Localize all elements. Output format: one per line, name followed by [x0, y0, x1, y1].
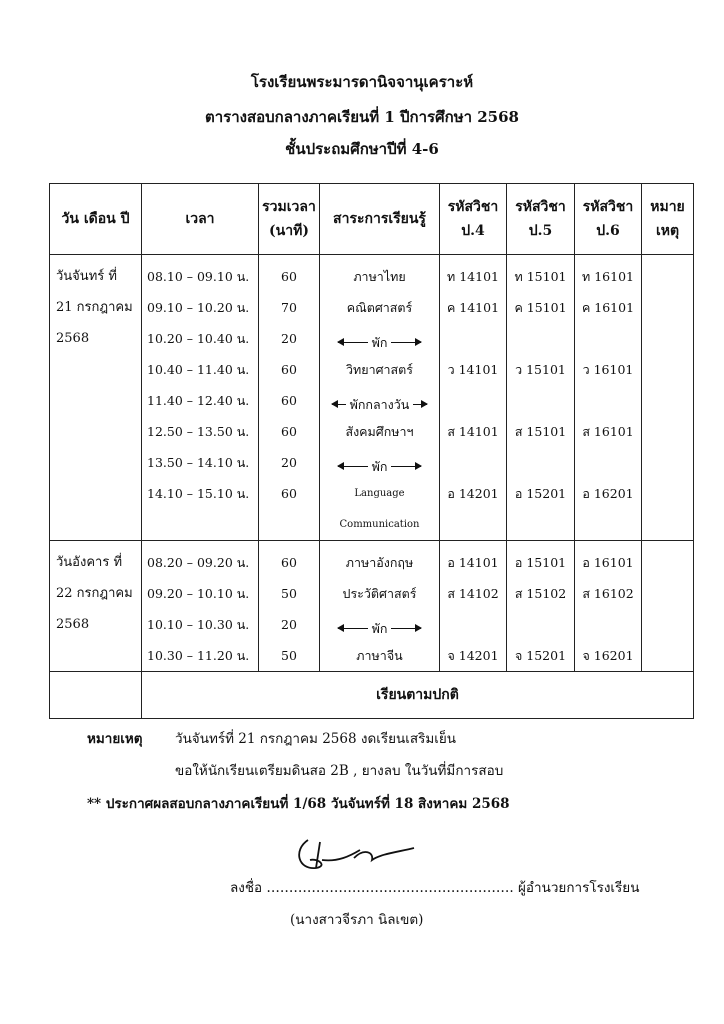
day1-p6-row-5 [575, 385, 641, 416]
day2-p4-row-4: จ 14201 [447, 648, 499, 663]
day1-subject-row-4: วิทยาศาสตร์ [345, 362, 414, 377]
header-day [50, 184, 142, 255]
day1-time-row-5: 11.40 – 12.40 น. [147, 393, 250, 408]
right-arrow-icon [391, 342, 421, 343]
day1-p5-row-7 [507, 447, 574, 478]
day1-p4-row-2: ค 14101 [446, 300, 500, 315]
left-arrow-icon [338, 628, 368, 629]
school-name: โรงเรียนพระมารดานิจจานุเคราะห์ [250, 73, 474, 91]
day1-minutes-row-1: 60 [281, 269, 297, 284]
day1-subject-row-1: ภาษาไทย [353, 269, 406, 284]
header-p6-line1: รหัสวิชา [582, 199, 634, 215]
day2-p5-row-2: ส 15102 [514, 586, 567, 601]
day1-note-cell [642, 255, 694, 541]
day1-time-row-3: 10.20 – 10.40 น. [147, 331, 250, 346]
day1-p5-row-4: ว 15101 [515, 362, 566, 377]
day2-p5-row-1: อ 15101 [514, 555, 567, 570]
header-time [142, 184, 259, 255]
day1-p4-row-7 [440, 447, 506, 478]
day2-time-row-2: 09.20 – 10.10 น. [147, 586, 250, 601]
day1-p4-row-5 [440, 385, 506, 416]
day1-time-row-2: 09.10 – 10.20 น. [147, 300, 250, 315]
day1-p5-row-5 [507, 385, 574, 416]
normal-class-row [50, 672, 694, 719]
day1-p6-row-1: ท 16101 [582, 269, 634, 284]
day2-p4-row-1: อ 14101 [447, 555, 499, 570]
day1-minutes-row-8: 60 [281, 486, 297, 501]
header-note-line1: หมาย [650, 199, 685, 215]
day1-p4-row-4: ว 14101 [447, 362, 499, 377]
left-arrow-icon [338, 342, 368, 343]
day2-time-row-1: 08.20 – 09.20 น. [147, 555, 250, 570]
day2-p6-row-2: ส 16102 [582, 586, 634, 601]
day1-p4-row-1: ท 14101 [447, 269, 499, 284]
day1-date-line3: 2568 [56, 331, 90, 346]
day1-time-row-7: 13.50 – 14.10 น. [147, 455, 250, 470]
director-name: (นางสาวจีรภา นิลเขต) [290, 912, 424, 928]
exam-title: ตารางสอบกลางภาคเรียนที่ 1 ปีการศึกษา 2568 [205, 108, 519, 126]
day1-p6-row-4: ว 16101 [582, 362, 634, 377]
day2-date-cell [50, 541, 142, 672]
day2-minutes-row-2: 50 [281, 586, 297, 601]
day2-p6-row-3 [575, 609, 641, 640]
right-arrow-icon [413, 404, 427, 405]
left-arrow-icon [332, 404, 346, 405]
note-line1: วันจันทร์ที่ 21 กรกฎาคม 2568 งดเรียนเสริมเย็น [175, 731, 456, 747]
header-time-label: เวลา [185, 211, 215, 227]
day1-p4-row-3 [440, 323, 506, 354]
day2-subject-row-1: ภาษาอังกฤษ [345, 555, 414, 570]
day1-p5-row-1: ท 15101 [514, 269, 567, 284]
day1-time-row-8: 14.10 – 15.10 น. [147, 486, 250, 501]
day1-minutes-cell [259, 255, 320, 541]
day2-minutes-row-1: 60 [281, 555, 297, 570]
day2-p5-row-4: จ 15201 [514, 648, 567, 663]
day1-p6-row-7 [575, 447, 641, 478]
day2-minutes-row-3: 20 [281, 617, 297, 632]
day2-note-cell [642, 541, 694, 672]
day1-block [50, 255, 694, 541]
day1-p5-cell [507, 255, 575, 541]
day1-subject-row-7 [320, 447, 439, 478]
day2-minutes-cell [259, 541, 320, 672]
day1-p4-cell [440, 255, 507, 541]
grade-level: ชั้นประถมศึกษาปีที่ 4-6 [285, 140, 439, 158]
day2-subject-row-4: ภาษาจีน [356, 648, 403, 663]
normal-empty-cell [50, 672, 142, 719]
day2-p5-cell [507, 541, 575, 672]
day2-subject-row-3 [320, 609, 439, 640]
note-label: หมายเหตุ [87, 731, 143, 747]
day2-p5-row-3 [507, 609, 574, 640]
day1-p4-row-8: อ 14201 [447, 486, 499, 501]
day1-minutes-row-3: 20 [281, 331, 297, 346]
header-p6 [575, 184, 642, 255]
header-p4-line1: รหัสวิชา [447, 199, 499, 215]
break-label: พัก [371, 459, 388, 474]
day1-minutes-row-6: 60 [281, 424, 297, 439]
normal-class-label: เรียนตามปกติ [376, 687, 459, 703]
day1-time-row-6: 12.50 – 13.50 น. [147, 424, 250, 439]
day1-subject-row-2: คณิตศาสตร์ [346, 300, 413, 315]
day1-time-row-4: 10.40 – 11.40 น. [147, 362, 250, 377]
director-signature [288, 830, 418, 880]
day2-p6-row-4: จ 16201 [582, 648, 634, 663]
day1-date-line2: 21 กรกฎาคม [56, 300, 133, 315]
header-note-line2: เหตุ [655, 223, 680, 239]
day1-subject-cell [320, 255, 440, 541]
day2-subject-row-2: ประวัติศาสตร์ [342, 586, 417, 601]
day2-p4-cell [440, 541, 507, 672]
right-arrow-icon [391, 628, 421, 629]
day1-p5-row-8: อ 15201 [514, 486, 567, 501]
day1-subject-row-6: สังคมศึกษาฯ [345, 424, 414, 439]
day1-subject-row-5 [320, 385, 439, 416]
day2-p4-row-3 [440, 609, 506, 640]
day2-p6-row-1: อ 16101 [582, 555, 634, 570]
exam-schedule-table [49, 183, 694, 719]
header-subject-label: สาระการเรียนรู้ [333, 211, 426, 227]
header-minutes [259, 184, 320, 255]
header-p5-line2: ป.5 [528, 223, 553, 239]
day1-time-cell [142, 255, 259, 541]
day2-time-cell [142, 541, 259, 672]
day1-subject-extra: Communication [339, 519, 420, 530]
day2-date-line3: 2568 [56, 617, 90, 632]
day2-date-line2: 22 กรกฎาคม [56, 586, 133, 601]
header-subject [320, 184, 440, 255]
day2-date-line1: วันอังคาร ที่ [56, 555, 123, 570]
day1-minutes-row-7: 20 [281, 455, 297, 470]
day2-p6-cell [575, 541, 642, 672]
header-note [642, 184, 694, 255]
header-p4 [440, 184, 507, 255]
result-announcement: ** ประกาศผลสอบกลางภาคเรียนที่ 1/68 วันจันทร์ที่ 18 สิงหาคม 2568 [87, 796, 510, 812]
day1-minutes-row-4: 60 [281, 362, 297, 377]
left-arrow-icon [338, 466, 368, 467]
right-arrow-icon [391, 466, 421, 467]
header-p5-line1: รหัสวิชา [515, 199, 566, 215]
break-label: พัก [371, 621, 388, 636]
day2-p4-row-2: ส 14102 [447, 586, 499, 601]
header-minutes-line2: (นาที) [269, 223, 309, 239]
day1-p6-row-8: อ 16201 [582, 486, 634, 501]
header-minutes-line1: รวมเวลา [262, 199, 316, 215]
normal-class-cell [142, 672, 694, 719]
day1-p4-row-6: ส 14101 [447, 424, 499, 439]
day1-p6-row-3 [575, 323, 641, 354]
day2-time-row-3: 10.10 – 10.30 น. [147, 617, 250, 632]
day1-p6-row-2: ค 16101 [581, 300, 635, 315]
day1-minutes-row-2: 70 [281, 300, 297, 315]
note-line2: ขอให้นักเรียนเตรียมดินสอ 2B , ยางลบ ในวันที่มีการสอบ [175, 763, 504, 779]
header-p4-line2: ป.4 [461, 223, 485, 239]
day1-subject-row-8: Language [354, 488, 405, 499]
day1-p5-row-6: ส 15101 [514, 424, 567, 439]
break-label: พักกลางวัน [349, 397, 410, 412]
day2-subject-cell [320, 541, 440, 672]
header-p6-line2: ป.6 [596, 223, 620, 239]
header-day-label: วัน เดือน ปี [61, 211, 130, 227]
day1-time-row-1: 08.10 – 09.10 น. [147, 269, 250, 284]
day2-block [50, 541, 694, 672]
day1-date-line1: วันจันทร์ ที่ [56, 269, 117, 284]
header-p5 [507, 184, 575, 255]
day2-time-row-4: 10.30 – 11.20 น. [147, 648, 250, 663]
break-label: พัก [371, 335, 388, 350]
day2-minutes-row-4: 50 [281, 648, 297, 663]
day1-minutes-row-5: 60 [281, 393, 297, 408]
day1-p5-row-3 [507, 323, 574, 354]
day1-date-cell [50, 255, 142, 541]
day1-subject-row-3 [320, 323, 439, 354]
day1-p5-row-2: ค 15101 [514, 300, 567, 315]
day1-p6-cell [575, 255, 642, 541]
signature-line: ลงชื่อ ………………………………………………. ผู้อำนวยการโรงเรียน [230, 880, 640, 896]
day1-p6-row-6: ส 16101 [582, 424, 634, 439]
table-header-row [50, 184, 694, 255]
